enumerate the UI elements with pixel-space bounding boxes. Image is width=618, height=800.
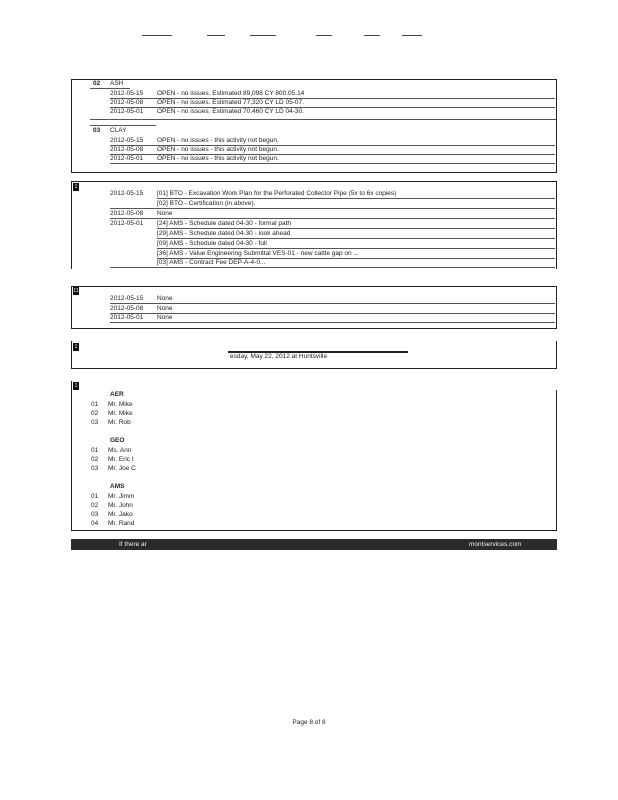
attendee-num: 02 [91, 410, 99, 417]
row-rule [157, 248, 555, 249]
header-redaction [364, 35, 380, 36]
row-text: OPEN - no issues - this activity not begun. [157, 155, 279, 162]
row-date: 2012-05-08 [110, 99, 144, 106]
table-border-left [71, 381, 72, 530]
attendee-name: Mr. Mike [108, 401, 133, 408]
header-redaction [142, 35, 172, 36]
attendee-name: Ms. Ann [108, 447, 132, 454]
header-redaction [250, 35, 276, 36]
section-marker: 1 [74, 344, 78, 350]
row-rule [157, 228, 555, 229]
table-border-left [71, 79, 72, 172]
page-number: Page 8 of 8 [292, 719, 326, 726]
row-date: 2012-05-15 [110, 190, 144, 197]
row-rule [157, 198, 555, 199]
contact-bar-left-text: If there ar [119, 541, 147, 548]
row-text: None [157, 210, 173, 217]
attendee-num: 01 [91, 447, 99, 454]
section-marker: 11 [73, 288, 79, 294]
attendee-name: Mr. Rob [108, 419, 131, 426]
table-border-top [71, 286, 557, 287]
underline [90, 88, 130, 89]
attendee-num: 02 [91, 456, 99, 463]
group-name: AER [110, 391, 124, 398]
underline [90, 125, 156, 126]
table-border-right [556, 341, 557, 368]
row-date: 2012-05-15 [110, 295, 144, 302]
header-redaction [402, 35, 422, 36]
section-marker: 1 [74, 184, 78, 190]
table-border-bottom [71, 368, 557, 369]
row-text: None [157, 305, 173, 312]
row-text: None [157, 314, 173, 321]
row-text: None [157, 295, 173, 302]
row-text: OPEN - no issues - this activity not begun. [157, 146, 279, 153]
section-divider [90, 119, 556, 120]
table-border-left [71, 181, 72, 269]
table-border-right [556, 286, 557, 328]
table-border-left [71, 341, 72, 368]
row-rule [110, 208, 555, 209]
table-border-bottom [71, 530, 557, 531]
row-date: 2012-05-08 [110, 305, 144, 312]
row-date: 2012-05-15 [110, 137, 144, 144]
row-text: OPEN - no issues. Estimated 89,098 CY 800.05.14 [157, 90, 305, 97]
attendee-name: Mr. Eric I [108, 456, 134, 463]
table-border-bottom [71, 172, 557, 173]
row-rule [110, 218, 555, 219]
group-name: GEO [110, 437, 125, 444]
row-text: [36] AMS - Value Engineering Submittal VES-01 - new cattle gap on ... [157, 250, 359, 257]
table-border-right [556, 181, 557, 269]
row-text: [29] AMS - Schedule dated 04-30 - look ahead [157, 230, 291, 237]
row-rule [110, 163, 555, 164]
group-name: AMS [110, 483, 125, 490]
row-rule [110, 267, 555, 268]
row-rule [110, 313, 555, 314]
attendee-num: 03 [91, 511, 99, 518]
table-border-left [71, 286, 72, 328]
section-code: 03 [93, 127, 101, 134]
attendee-num: 02 [91, 502, 99, 509]
attendee-name: Mr. Rand [108, 520, 135, 527]
section-name: CLAY [110, 127, 127, 134]
row-text: [24] AMS - Schedule dated 04-30 - formal path [157, 220, 292, 227]
contact-bar [71, 539, 557, 550]
section-code: 02 [93, 80, 101, 87]
table-border-top [71, 79, 557, 80]
row-text: [02] BTO - Certification (in above). [157, 200, 256, 207]
attendee-num: 01 [91, 401, 99, 408]
row-date: 2012-05-01 [110, 314, 144, 321]
row-date: 2012-05-08 [110, 146, 144, 153]
row-rule [110, 322, 555, 323]
section-name: ASH [110, 80, 124, 87]
attendee-num: 04 [91, 520, 99, 527]
attendee-num: 03 [91, 465, 99, 472]
row-text: OPEN - no issues. Estimated 70,460 CY LD 04-30. [157, 108, 304, 115]
attendee-name: Mr. Joe C [108, 465, 136, 472]
row-text: OPEN - no issues. Estimated 77,320 CY LD 05-07. [157, 99, 304, 106]
row-text: [03] AMS - Contract Fee DEP-A-4-0... [157, 259, 266, 266]
row-date: 2012-05-15 [110, 90, 144, 97]
row-rule [157, 238, 555, 239]
header-redaction [316, 35, 332, 36]
contact-bar-right-text: montservices.com [469, 541, 522, 548]
attendee-name: Mr. Mike [108, 410, 133, 417]
row-date: 2012-05-01 [110, 220, 144, 227]
row-date: 2012-05-01 [110, 108, 144, 115]
attendee-name: Mr. John [108, 502, 133, 509]
table-border-right [556, 390, 557, 530]
meeting-text: esday, May 22, 2012 at Huntsville [230, 353, 328, 360]
attendee-name: Mr. Jako [108, 511, 133, 518]
attendee-num: 01 [91, 493, 99, 500]
attendee-name: Mr. Jimm [108, 493, 135, 500]
table-border-top [71, 181, 557, 182]
section-marker: 1 [74, 383, 78, 389]
attendee-num: 03 [91, 419, 99, 426]
header-redaction [207, 35, 225, 36]
row-rule [110, 303, 555, 304]
row-text: OPEN - no issues - this activity not begun. [157, 137, 279, 144]
row-text: [01] BTO - Excavation Work Plan for the Perforated Collector Pipe (5x to 6x copies) [157, 190, 397, 197]
row-date: 2012-05-08 [110, 210, 144, 217]
row-text: [09] AMS - Schedule dated 04-30 - full [157, 240, 267, 247]
table-border-bottom [71, 328, 557, 329]
table-border-right [556, 79, 557, 172]
row-date: 2012-05-01 [110, 155, 144, 162]
